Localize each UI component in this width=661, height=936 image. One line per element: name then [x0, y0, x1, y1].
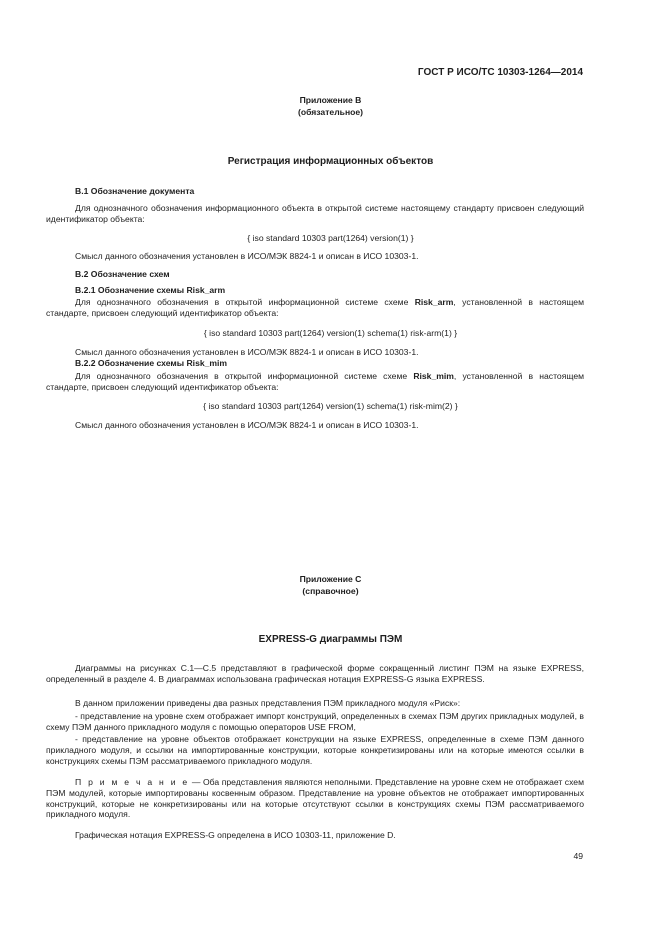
appendix-c-note	[46, 777, 584, 820]
appendix-c-title: Приложение C	[299, 574, 362, 584]
page-number: 49	[573, 851, 583, 861]
appendix-c-paragraph-5: Графическая нотация EXPRESS-G определена в ИСО 10303-11, приложение D.	[75, 830, 396, 840]
section-b22-text-after: , установленной в настоящем стандарте, присвоен следующий идентификатор объекта:	[46, 371, 585, 392]
section-b1-note: Смысл данного обозначения установлен в ИСО/МЭК 8824-1 и описан в ИСО 10303-1.	[75, 251, 419, 261]
section-b22-text	[46, 371, 584, 393]
appendix-c-paragraph-3: - представление на уровне схем отображает импорт конструкций, определенных в схемах ПЭМ других прикладных модулей, в схему ПЭМ данного прикладного модуля с помощью операторов USE FROM,	[46, 711, 584, 732]
section-b21-text-after: , установленной в настоящем стандарте, присвоен следующий идентификатор объекта:	[46, 297, 584, 318]
appendix-b-title: Приложение B	[299, 95, 362, 105]
appendix-c-paragraph-1: Диаграммы на рисунках C.1—C.5 представляют в графической форме сокращенный листинг ПЭМ на языке EXPRESS, определенный в разделе 4. В диаграммах использована графическая нотация EXPRESS-G языка EXPRESS.	[46, 663, 584, 684]
appendix-c-paragraph-2: В данном приложении приведены два разных представления ПЭМ прикладного модуля «Риск»:	[75, 698, 461, 708]
appendix-c-status: (справочное)	[302, 586, 359, 596]
section-b22-text-before: Для однозначного обозначения в открытой информационной системе схеме	[75, 371, 414, 381]
note-label: П р и м е ч а н и е	[75, 777, 190, 787]
section-b21-title: B.2.1 Обозначение схемы Risk_arm	[75, 285, 226, 295]
appendix-b-status: (обязательное)	[297, 107, 364, 117]
section-b21-identifier: { iso standard 10303 part(1264) version(1) schema(1) risk-arm(1) }	[203, 328, 458, 338]
appendix-c-paragraph-4: - представление на уровне объектов отображает конструкции на языке EXPRESS, определенные в схеме ПЭМ данного прикладного модуля, и ссылки на импортированные конструкции, которые конкретизированы или на которые имеются ссылки в конструкциях схемы ПЭМ рассматриваемого прикладного модуля.	[46, 734, 584, 766]
section-b1-text: Для однозначного обозначения информационного объекта в открытой системе настоящему стандарту присвоен следующий идентификатор объекта:	[46, 203, 584, 224]
section-b22-identifier: { iso standard 10303 part(1264) version(1) schema(1) risk-mim(2) }	[203, 401, 458, 411]
section-b1-title: B.1 Обозначение документа	[75, 186, 195, 196]
section-b21-text-before: Для однозначного обозначения в открытой информационной системе схеме	[75, 297, 415, 307]
appendix-b-heading: Регистрация информационных объектов	[227, 156, 434, 167]
section-b2-title: B.2 Обозначение схем	[75, 269, 170, 279]
section-b22-title: B.2.2 Обозначение схемы Risk_mim	[75, 358, 228, 368]
section-b21-note: Смысл данного обозначения установлен в ИСО/МЭК 8824-1 и описан в ИСО 10303-1.	[75, 347, 419, 357]
appendix-c-heading: EXPRESS-G диаграммы ПЭМ	[258, 634, 403, 645]
section-b21-text	[46, 297, 584, 319]
section-b1-identifier: { iso standard 10303 part(1264) version(1) }	[247, 233, 414, 243]
note-text: — Оба представления являются неполными. Представление на уровне схем не отображает схем ПЭМ модулей, которые импортированы косвенным образом. Представление на уровне объектов не отображает импортированных конструкций, которые не конкретизированы или на которые отсутствуют ссылки в конструкциях схемы ПЭМ рассматриваемого прикладного модуля.	[46, 777, 584, 820]
schema-name-risk-mim: Risk_mim	[413, 371, 454, 381]
document-code: ГОСТ Р ИСО/ТС 10303-1264—2014	[417, 67, 583, 78]
section-b22-note: Смысл данного обозначения установлен в ИСО/МЭК 8824-1 и описан в ИСО 10303-1.	[75, 420, 419, 430]
schema-name-risk-arm: Risk_arm	[414, 297, 454, 307]
